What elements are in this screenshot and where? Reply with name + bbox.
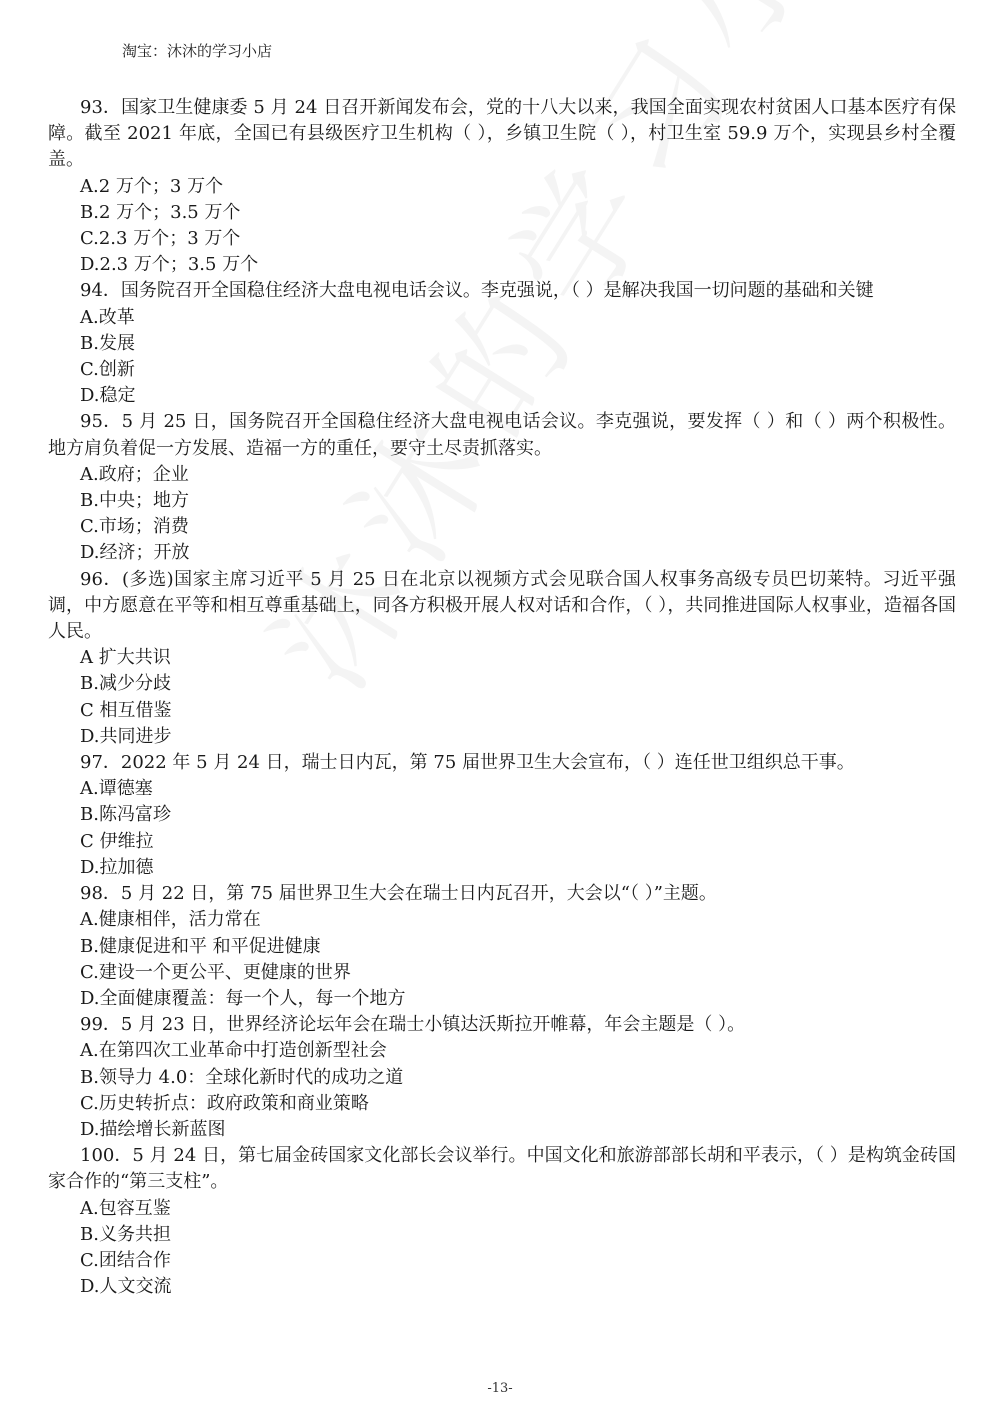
question-block: [48, 881, 956, 1012]
answer-option: D.共同进步: [80, 725, 172, 747]
answer-option: B.健康促进和平 和平促进健康: [80, 935, 321, 957]
question-list: [48, 95, 956, 1300]
question-block: [48, 567, 956, 750]
answer-option: B.陈冯富珍: [80, 804, 171, 826]
answer-option: D.描绘增长新蓝图: [80, 1118, 226, 1140]
answer-option: A.包容互鉴: [80, 1197, 171, 1219]
question-block: [48, 750, 956, 881]
question-stem: 99．5 月 23 日，世界经济论坛年会在瑞士小镇达沃斯拉开帷幕，年会主题是（ ）。: [80, 1014, 746, 1036]
question-block: [48, 278, 956, 409]
question-stem: 98．5 月 22 日，第 75 届世界卫生大会在瑞士日内瓦召开，大会以“（ ）”主题。: [80, 883, 717, 905]
question-stem: 93．国家卫生健康委 5 月 24 日召开新闻发布会，党的十八大以来，我国全面实现农村贫困人口基本医疗有保障。截至 2021 年底，全国已有县级医疗卫生机构（ ），乡镇卫生院（ ），村卫生室 59.9 万个，实现县乡村全覆盖。: [48, 97, 956, 171]
answer-option: D.经济；开放: [80, 542, 190, 564]
answer-option: C 相互借鉴: [80, 699, 172, 721]
page-header: 淘宝：沐沐的学习小店: [122, 42, 273, 60]
answer-option: A 扩大共识: [80, 647, 171, 669]
answer-option: B.发展: [80, 332, 135, 354]
answer-option: A.改革: [80, 306, 135, 328]
answer-option: C.历史转折点：政府政策和商业策略: [80, 1092, 369, 1114]
answer-option: D.2.3 万个；3.5 万个: [80, 254, 259, 276]
answer-option: A.政府；企业: [80, 463, 189, 485]
answer-option: D.人文交流: [80, 1276, 172, 1298]
question-block: [48, 95, 956, 278]
question-block: [48, 1012, 956, 1143]
answer-option: C.团结合作: [80, 1249, 171, 1271]
question-stem: 95．5 月 25 日，国务院召开全国稳住经济大盘电视电话会议。李克强说，要发挥（ ）和（ ）两个积极性。地方肩负着促一方发展、造福一方的重任，要守土尽责抓落实。: [48, 411, 956, 459]
answer-option: C.创新: [80, 359, 135, 381]
question-stem: 96．(多选)国家主席习近平 5 月 25 日在北京以视频方式会见联合国人权事务高级专员巴切莱特。习近平强调，中方愿意在平等和相互尊重基础上，同各方积极开展人权对话和合作，（ ），共同推进国际人权事业，造福各国人民。: [48, 568, 956, 643]
answer-option: C.建设一个更公平、更健康的世界: [80, 961, 351, 983]
question-block: [48, 409, 956, 566]
answer-option: B.领导力 4.0：全球化新时代的成功之道: [80, 1066, 404, 1088]
answer-option: B.义务共担: [80, 1223, 171, 1245]
question-block: [48, 1143, 956, 1300]
answer-option: B.减少分歧: [80, 673, 171, 695]
question-stem: 97．2022 年 5 月 24 日，瑞士日内瓦，第 75 届世界卫生大会宣布，（ ）连任世卫组织总干事。: [80, 752, 855, 774]
answer-option: B.中央；地方: [80, 490, 189, 512]
answer-option: A.谭德塞: [80, 778, 153, 800]
answer-option: C.2.3 万个；3 万个: [80, 228, 241, 250]
answer-option: D.拉加德: [80, 856, 154, 878]
question-stem: 100．5 月 24 日，第七届金砖国家文化部长会议举行。中国文化和旅游部部长胡和平表示，（ ）是构筑金砖国家合作的“第三支柱”。: [48, 1145, 956, 1193]
answer-option: D.稳定: [80, 385, 136, 407]
answer-option: A.在第四次工业革命中打造创新型社会: [80, 1040, 387, 1062]
question-stem: 94．国务院召开全国稳住经济大盘电视电话会议。李克强说，（ ）是解决我国一切问题的基础和关键: [80, 280, 874, 302]
answer-option: B.2 万个；3.5 万个: [80, 201, 241, 223]
page-number: -13-: [487, 1381, 513, 1396]
answer-option: A.2 万个；3 万个: [80, 175, 224, 197]
answer-option: C 伊维拉: [80, 830, 154, 852]
answer-option: C.市场；消费: [80, 516, 189, 538]
answer-option: D.全面健康覆盖：每一个人，每一个地方: [80, 987, 406, 1009]
answer-option: A.健康相伴，活力常在: [80, 909, 261, 931]
